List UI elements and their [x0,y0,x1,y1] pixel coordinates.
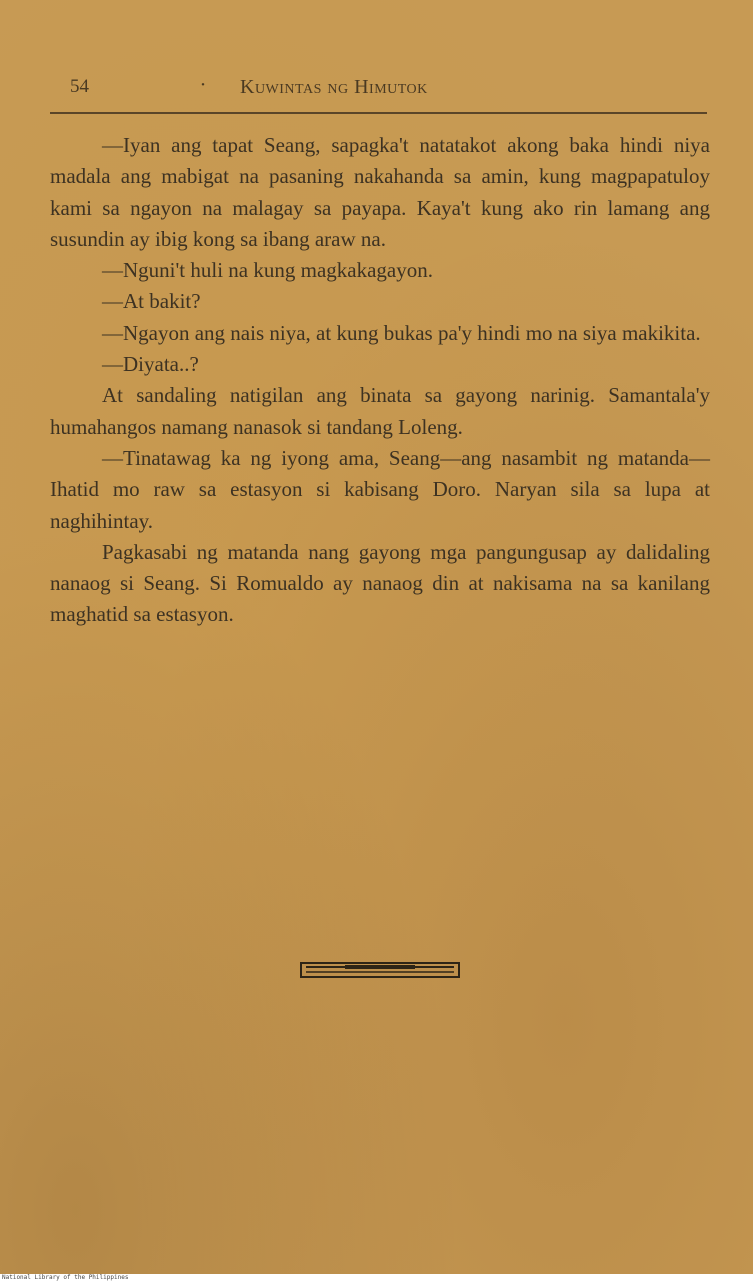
running-title: Kuwintas ng Himutok [240,76,428,98]
page-number: 54 [70,76,89,97]
end-ornament-icon [300,961,460,979]
paragraph: At sandaling natigilan ang binata sa gayong narinig. Samantala'y humahangos namang nanasok si tandang Loleng. [50,383,710,439]
paragraph: —Ngayon ang nais niya, at kung bukas pa'y hindi mo na siya makikita. [102,320,701,345]
paragraph: —Diyata..? [102,352,199,377]
paragraph: —At bakit? [102,289,201,314]
paragraph: —Tinatawag ka ng iyong ama, Seang—ang nasambit ng matanda—Ihatid mo raw sa estasyon si kabisang Doro. Naryan sila sa lupa at naghihintay. [50,445,710,533]
paragraph: —Iyan ang tapat Seang, sapagka't natatakot akong baka hindi niya madala ang mabigat na pasaning nakahanda sa amin, kung magpapatuloy kami sa ngayon na malagay sa payapa. Kaya't kung ako rin lamang ang susundin ay ibig kong sa ibang araw na. [50,133,710,251]
library-credit: National Library of the Philippines [2,1274,129,1281]
paragraph: —Nguni't huli na kung magkakagayon. [102,258,433,283]
footer-strip [0,1274,753,1283]
header-rule [50,112,707,114]
page-header [0,72,753,102]
body-text [50,130,710,631]
paragraph: Pagkasabi ng matanda nang gayong mga pangungusap ay dalidaling nanaog si Seang. Si Romualdo ay nanaog din at nakisama na sa kanilang maghatid sa estasyon. [50,539,710,627]
header-separator: · [200,74,207,96]
